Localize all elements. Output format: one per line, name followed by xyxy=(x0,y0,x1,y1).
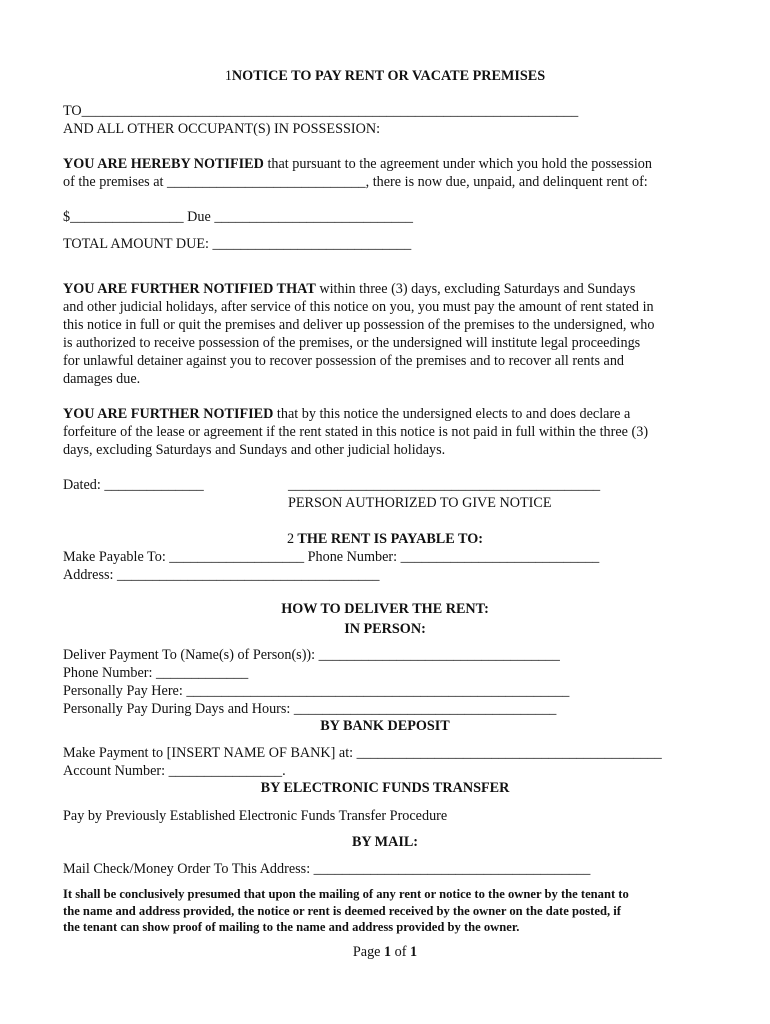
make-payable-line: Make Payable To: ___________________ Phone Number: ____________________________ xyxy=(63,549,600,565)
page-of: of xyxy=(391,944,411,960)
further-notified-line-5: for unlawful detainer against you to recover possession of the premises and to recover all rents and xyxy=(63,353,625,369)
forfeiture-lead: YOU ARE FURTHER NOTIFIED xyxy=(63,406,274,422)
payable-footnote-number: 2 xyxy=(287,531,295,547)
signature-line: ____________________________________________ xyxy=(288,477,601,493)
occupants-line: AND ALL OTHER OCCUPANT(S) IN POSSESSION: xyxy=(63,121,381,137)
forfeiture-line-3: days, excluding Saturdays and Sundays and other judicial holidays. xyxy=(63,442,446,458)
payable-heading xyxy=(0,530,770,548)
further-notified-line-1 xyxy=(63,280,635,298)
further-notified-line-4: is authorized to receive possession of the premises, or the undersigned will institute legal proceedings xyxy=(63,335,641,351)
in-person-heading: IN PERSON: xyxy=(344,621,426,637)
further-notified-line-2: and other judicial holidays, after service of this notice on you, you must pay the amount of rent stated in xyxy=(63,299,654,315)
dated-field: Dated: ______________ xyxy=(63,477,204,493)
phone-number-line: Phone Number: _____________ xyxy=(63,665,249,681)
bank-name-line: Make Payment to [INSERT NAME OF BANK] at: ___________________________________________ xyxy=(63,745,662,761)
notified-line-1 xyxy=(63,155,652,173)
further-notified-lead: YOU ARE FURTHER NOTIFIED THAT xyxy=(63,281,316,297)
pay-here-line: Personally Pay Here: ______________________________________________________ xyxy=(63,683,570,699)
mail-address-line: Mail Check/Money Order To This Address: _______________________________________ xyxy=(63,861,591,877)
payable-heading-text: THE RENT IS PAYABLE TO: xyxy=(294,531,483,547)
forfeiture-text: that by this notice the undersigned elects to and does declare a xyxy=(273,406,631,422)
notified-line-2: of the premises at ____________________________, there is now due, unpaid, and delinquent rent of: xyxy=(63,174,648,190)
by-mail-heading: BY MAIL: xyxy=(351,834,419,850)
presumption-line-3: the tenant can show proof of mailing to the name and address provided by the owner. xyxy=(63,920,520,934)
page-number xyxy=(0,943,770,961)
to-line: TO______________________________________________________________________ xyxy=(63,103,579,119)
forfeiture-line-1 xyxy=(63,405,630,423)
document-title xyxy=(0,67,770,85)
title-text: NOTICE TO PAY RENT OR VACATE PREMISES xyxy=(231,68,546,84)
page-word: Page xyxy=(352,944,385,960)
pay-hours-line: Personally Pay During Days and Hours: _____________________________________ xyxy=(63,701,557,717)
page-current: 1 xyxy=(384,944,392,960)
title-footnote-number: 1 xyxy=(224,68,232,84)
further-notified-text: within three (3) days, excluding Saturdays and Sundays xyxy=(315,281,636,297)
rent-due-line: $________________ Due ____________________________ xyxy=(63,209,413,225)
address-line: Address: _____________________________________ xyxy=(63,567,380,583)
deliver-to-line: Deliver Payment To (Name(s) of Person(s)): __________________________________ xyxy=(63,647,560,663)
page-total: 1 xyxy=(410,944,418,960)
eft-line: Pay by Previously Established Electronic Funds Transfer Procedure xyxy=(63,808,448,824)
further-notified-line-6: damages due. xyxy=(63,371,141,387)
notified-lead: YOU ARE HEREBY NOTIFIED xyxy=(63,156,264,172)
presumption-paragraph xyxy=(63,886,708,936)
signature-label: PERSON AUTHORIZED TO GIVE NOTICE xyxy=(288,495,552,511)
account-number-line: Account Number: ________________. xyxy=(63,763,286,779)
further-notified-line-3: this notice in full or quit the premises and deliver up possession of the premises to the undersigned, who xyxy=(63,317,655,333)
total-amount-due-line: TOTAL AMOUNT DUE: ____________________________ xyxy=(63,236,412,252)
presumption-line-2: the name and address provided, the notice or rent is deemed received by the owner on the date posted, if xyxy=(63,903,621,918)
forfeiture-line-2: forfeiture of the lease or agreement if the rent stated in this notice is not paid in full within the three (3) xyxy=(63,424,649,440)
bank-deposit-heading: BY BANK DEPOSIT xyxy=(320,718,450,734)
how-to-deliver-heading: HOW TO DELIVER THE RENT: xyxy=(281,601,489,617)
presumption-line-1: It shall be conclusively presumed that upon the mailing of any rent or notice to the owner by the tenant to xyxy=(63,887,629,901)
eft-heading: BY ELECTRONIC FUNDS TRANSFER xyxy=(260,780,510,796)
notified-text: that pursuant to the agreement under which you hold the possession xyxy=(263,156,652,172)
